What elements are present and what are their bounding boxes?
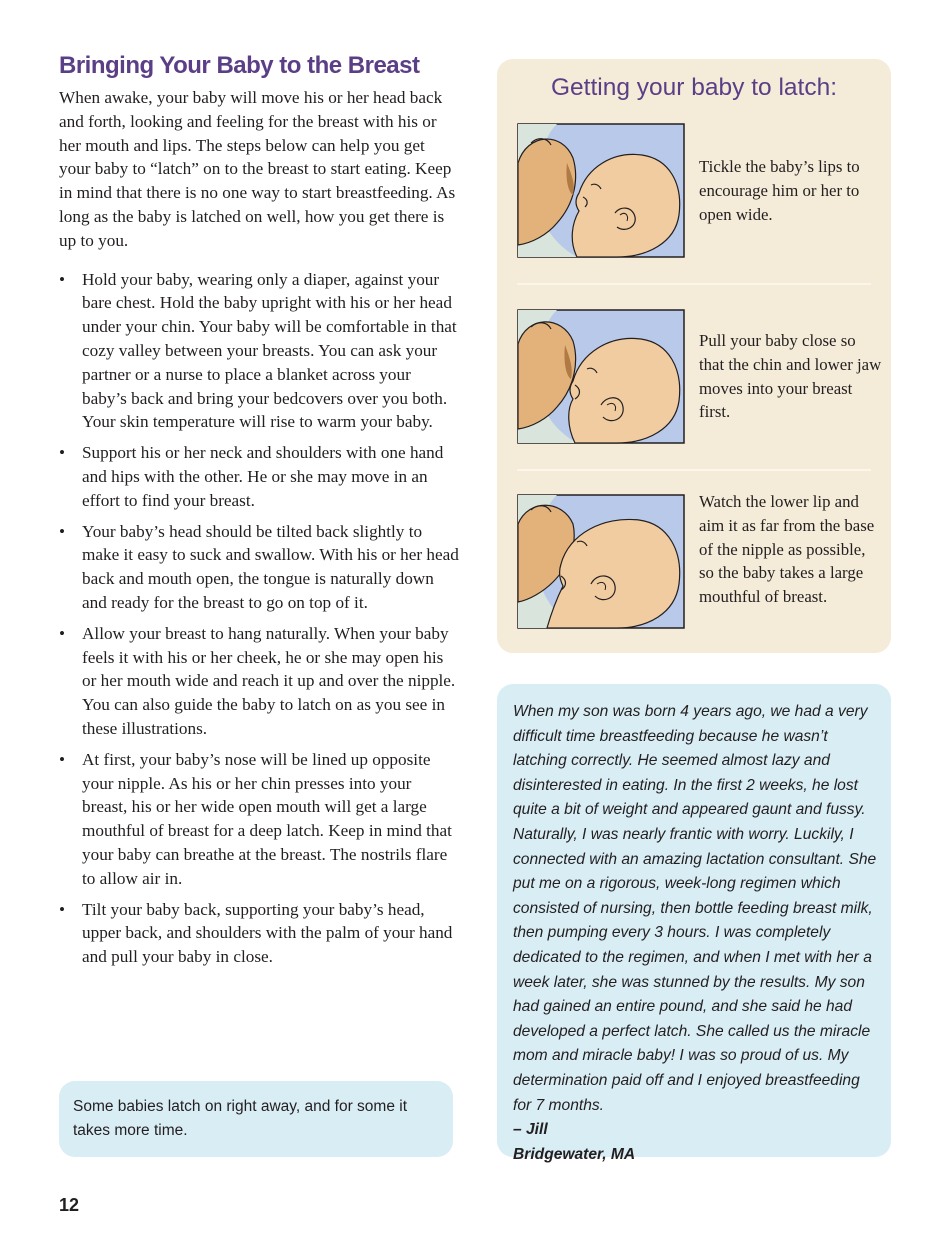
latch-step-text: Pull your baby close so that the chin and lower jaw moves into your breast first. bbox=[699, 331, 882, 422]
list-item-text: At first, your baby’s nose will be lined up opposite your nipple. As his or her chin presses into your breast, his or her wide open mouth will get a large mouthful of breast for a deep latch. Keep in mind that your baby can breathe at the breast. The nostrils flare to allow air in. bbox=[82, 749, 452, 888]
list-item-text: Your baby’s head should be tilted back slightly to make it easy to suck and swallow. With his or her head back and mouth open, the tongue is naturally down and ready for the breast to go on top of it. bbox=[82, 521, 459, 612]
baby-latch-illustration-2 bbox=[517, 309, 685, 444]
bullet-icon: • bbox=[59, 269, 66, 289]
list-item bbox=[59, 441, 459, 512]
list-item-text: Support his or her neck and shoulders with one hand and hips with the other. He or she may move in an effort to find your breast. bbox=[82, 443, 444, 510]
intro-paragraph: When awake, your baby will move his or her head back and forth, looking and feeling for the breast with his or her mouth and lips. The steps below can help you get your baby to “latch” on to the breast to start eating. Keep in mind that there is no one way to start breastfeeding. As long as the baby is latched on well, how you get there is up to you. bbox=[59, 88, 456, 250]
latch-step-3 bbox=[517, 494, 877, 630]
testimonial-author: – Jill bbox=[513, 1121, 548, 1139]
latch-step-text: Watch the lower lip and aim it as far from the base of the nipple as possible, so the baby takes a large mouthful of breast. bbox=[699, 492, 875, 607]
list-item bbox=[59, 268, 459, 435]
latch-panel-title: Getting your baby to latch: bbox=[551, 74, 837, 101]
list-item-text: Tilt your baby back, supporting your baby’s head, upper back, and shoulders with the palm of your hand and pull your baby in close. bbox=[82, 899, 453, 967]
latch-step-text: Tickle the baby’s lips to encourage him or her to open wide. bbox=[699, 157, 860, 224]
bullet-icon: • bbox=[59, 443, 66, 463]
page-number: 12 bbox=[59, 1195, 80, 1215]
step-divider bbox=[517, 283, 871, 285]
baby-latch-illustration-1 bbox=[517, 123, 685, 258]
bullet-icon: • bbox=[59, 623, 66, 643]
latch-step-2 bbox=[517, 309, 882, 445]
list-item bbox=[59, 520, 459, 615]
latch-step-1 bbox=[517, 123, 877, 259]
latch-steps-panel bbox=[497, 59, 891, 653]
bullet-icon: • bbox=[59, 749, 66, 769]
list-item-text: Hold your baby, wearing only a diaper, against your bare chest. Hold the baby upright with his or her head under your chin. Your baby will be comfortable in that cozy valley between your breasts. You can ask your partner or a nurse to place a blanket across your baby’s back and bring your bedcovers over you both. Your skin temperature will rise to warm your baby. bbox=[82, 269, 457, 432]
list-item-text: Allow your breast to hang naturally. When your baby feels it with his or her cheek, he or she may open his or her mouth wide and reach it up and over the nipple. You can also guide the baby to latch on as you see in these illustrations. bbox=[82, 623, 456, 738]
testimonial-box bbox=[497, 684, 891, 1163]
list-item bbox=[59, 898, 459, 969]
bullet-list bbox=[59, 268, 459, 969]
baby-latch-illustration-3 bbox=[517, 494, 685, 629]
list-item bbox=[59, 748, 459, 891]
bullet-icon: • bbox=[59, 521, 66, 541]
section-title: Bringing Your Baby to the Breast bbox=[59, 52, 420, 79]
testimonial-quote: When my son was born 4 years ago, we had a very difficult time breastfeeding because he wasn’t latching correctly. He seemed almost lazy and disinterested in eating. In the first 2 weeks, he lost quite a bit of weight and appeared gaunt and fussy. Naturally, I was nearly frantic with worry. Luckily, I connected with an amazing lactation consultant. She put me on a rigorous, week-long regimen which consisted of nursing, then bottle feeding breast milk, then pumping every 3 hours. I was completely dedicated to the regimen, and when I met with her a week later, she was stunned by the results. My son had gained an entire pound, and she said he had developed a perfect latch. She called us the miracle mom and miracle baby! I was so proud of us. My determination paid off and I enjoyed breastfeeding for 7 months. bbox=[513, 703, 877, 1114]
main-column bbox=[59, 52, 459, 976]
list-item bbox=[59, 622, 459, 741]
note-box: Some babies latch on right away, and for some it takes more time. bbox=[59, 1081, 453, 1157]
testimonial-location: Bridgewater, MA bbox=[513, 1145, 636, 1163]
step-divider bbox=[517, 469, 871, 471]
bullet-icon: • bbox=[59, 899, 66, 919]
